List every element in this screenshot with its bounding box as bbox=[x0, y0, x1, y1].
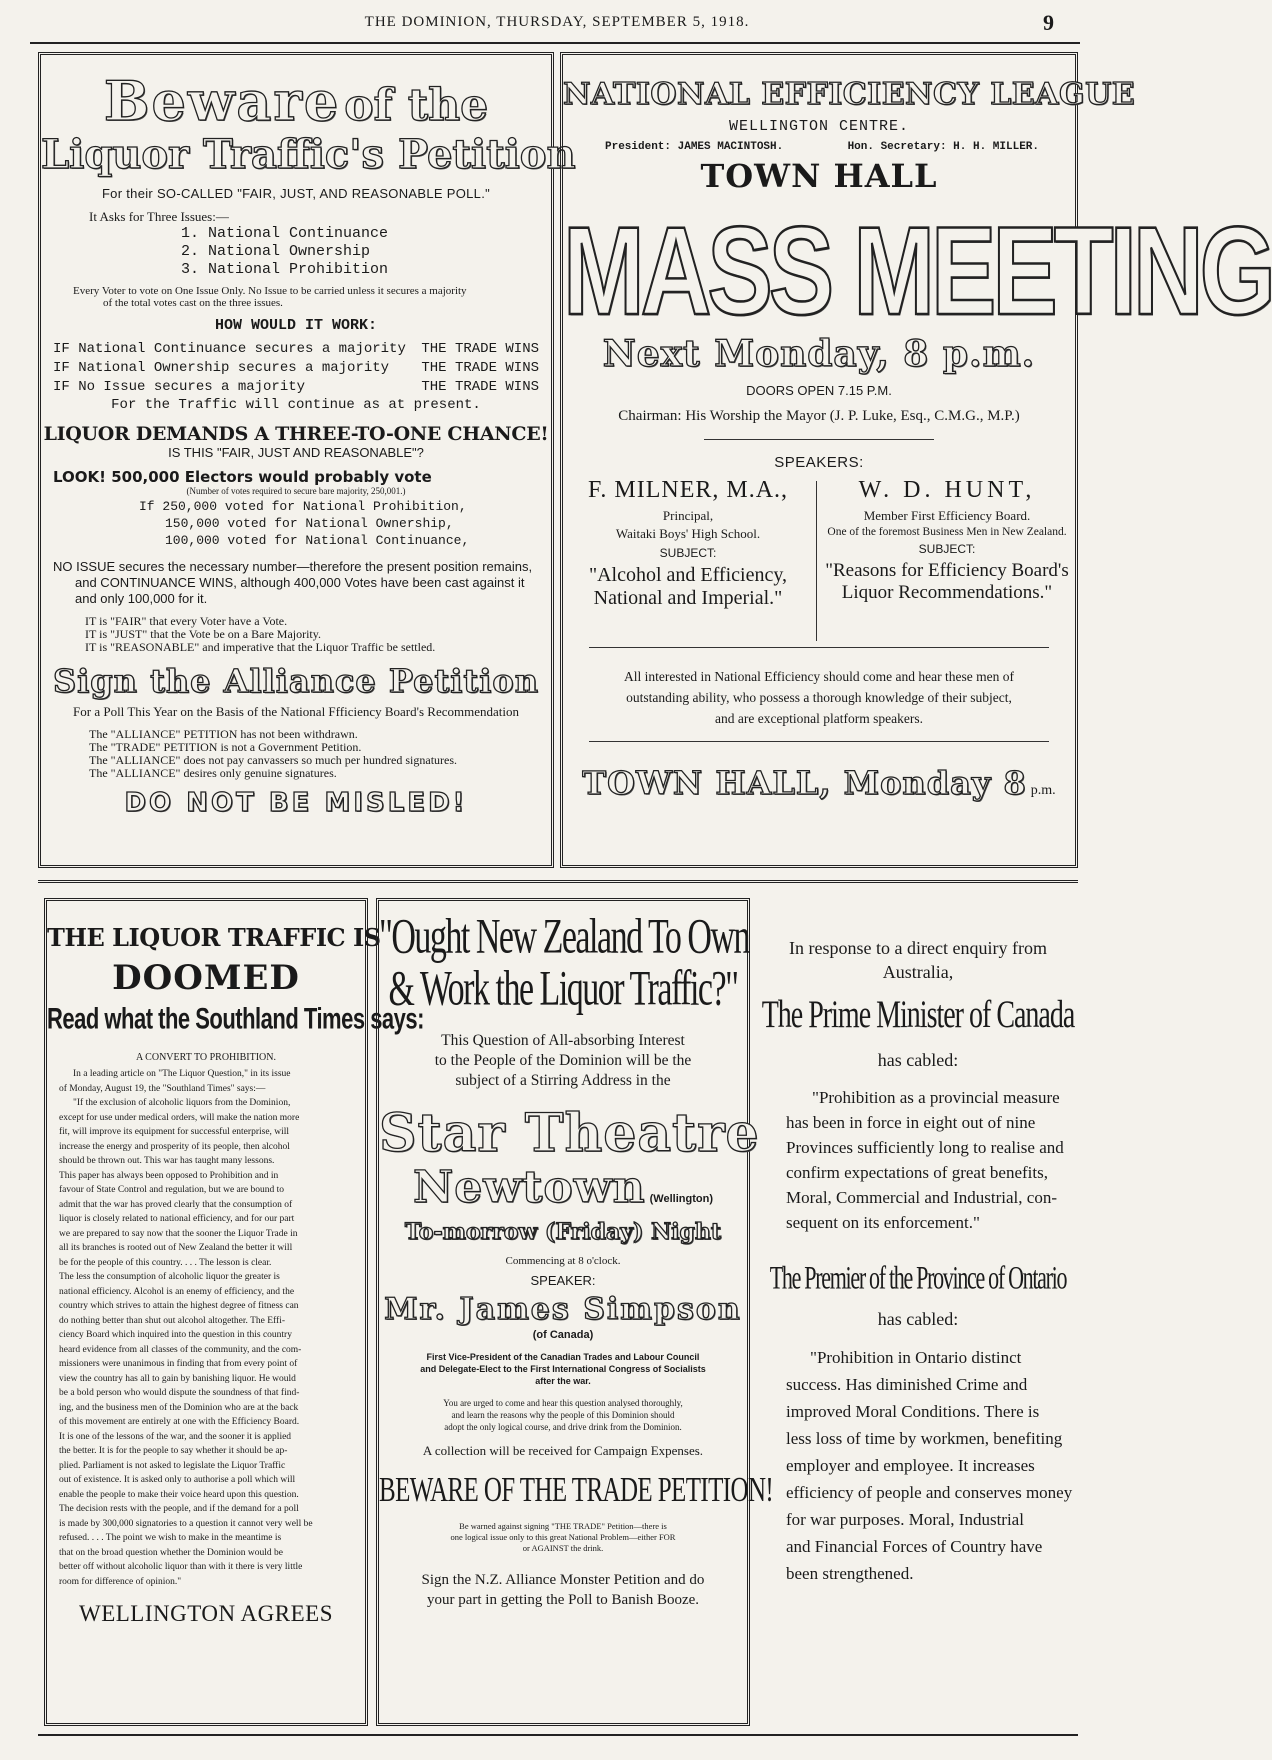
ad4-of-canada: (of Canada) bbox=[532, 1329, 594, 1341]
ad-national-efficiency bbox=[560, 52, 1272, 868]
ad4-collection: A collection will be received for Campaign Expenses. bbox=[422, 1443, 704, 1458]
ad4-warn-1: Be warned against signing "THE TRADE" Petition—there is bbox=[459, 1521, 667, 1531]
ad2-speaker2-subject-label: SUBJECT: bbox=[918, 542, 976, 556]
ad4-star-theatre: Star Theatre bbox=[379, 1103, 760, 1164]
ad4-newtown-wrap bbox=[379, 1162, 747, 1213]
ad2-speaker2-org: One of the foremost Business Men in New Zealand. bbox=[827, 526, 1067, 538]
ad3-body-line: do nothing better than shut out alcohol altogether. The Effi- bbox=[59, 1315, 286, 1326]
section-rule bbox=[38, 880, 1078, 883]
ad4-sign bbox=[379, 1570, 747, 1610]
ad1-row-right: THE TRADE WINS bbox=[421, 379, 539, 395]
ad5-quote1-line: has been in force in eight out of nine bbox=[786, 1113, 1036, 1132]
ad4-vp bbox=[379, 1351, 747, 1387]
ad3-read-what-wrap bbox=[47, 1001, 424, 1036]
ad1-title-line2: Liquor Traffic's Petition bbox=[41, 131, 576, 178]
ad3-body-line: of Monday, August 19, the "Southland Times" says:— bbox=[59, 1083, 266, 1094]
ad-canada-ontario bbox=[758, 898, 1078, 1726]
ad2-speaker1-subject-1: "Alcohol and Efficiency, bbox=[588, 564, 788, 586]
ad3-body-line: be for the people of this country. . . . The lesson is clear. bbox=[59, 1257, 272, 1268]
ad1-no-issue-2: and CONTINUANCE WINS, although 400,000 Votes have been cast against it bbox=[75, 575, 525, 590]
ad4-warn-3: or AGAINST the drink. bbox=[522, 1543, 604, 1553]
ad4-speaker: Mr. James Simpson bbox=[384, 1292, 742, 1327]
ad5-intro-1: In response to a direct enquiry from bbox=[789, 938, 1047, 958]
ad4-intro-2: to the People of the Dominion will be the bbox=[434, 1052, 692, 1069]
header-rule bbox=[30, 42, 1080, 44]
ad3-body-line: The less the consumption of alcoholic liquor the greater is bbox=[59, 1272, 280, 1282]
ad1-if-line: 150,000 voted for National Ownership, bbox=[165, 516, 454, 531]
ad2-footer-text: TOWN HALL, Monday 8 bbox=[582, 764, 1027, 802]
ad3-body-line: enable the people to make their voice heard upon this question. bbox=[59, 1489, 299, 1500]
ad3-body-line: favour of State Control and regulation, but we are bound to bbox=[59, 1185, 285, 1195]
page-number: 9 bbox=[1043, 10, 1054, 35]
ad4-intro bbox=[379, 1031, 747, 1091]
ad3-body-line: be a bold person who would dispute the soundness of that find- bbox=[59, 1388, 300, 1398]
masthead: THE DOMINION, THURSDAY, SEPTEMBER 5, 1918. bbox=[364, 14, 750, 30]
ad4-speaker-label: SPEAKER: bbox=[530, 1273, 596, 1288]
ad3-body-line: This paper has always been opposed to Prohibition and in bbox=[59, 1170, 279, 1181]
ad2-speaker1-org: Waitaki Boys' High School. bbox=[615, 526, 761, 541]
ad2-officers bbox=[563, 135, 1075, 153]
ad2-footer bbox=[563, 764, 1075, 802]
ad1-fact: The "ALLIANCE" PETITION has not been withdrawn. bbox=[89, 727, 358, 741]
ad5-quote2 bbox=[786, 1344, 1078, 1587]
ad-beware-petition bbox=[38, 52, 576, 868]
ad1-asks: It Asks for Three Issues:— bbox=[89, 209, 229, 224]
ad2-mass-meeting-wrap bbox=[563, 199, 1272, 342]
ad4-invite bbox=[379, 1397, 747, 1433]
ad2-all-interested-1: All interested in National Efficiency should come and hear these men of bbox=[624, 669, 1014, 684]
ad4-wellington: (Wellington) bbox=[649, 1193, 713, 1205]
ad3-body-line: the better. It is for the people to say whether it should be ap- bbox=[59, 1446, 288, 1456]
ad1-no-issue-3: and only 100,000 for it. bbox=[75, 591, 208, 606]
ad1-title-line1 bbox=[41, 69, 551, 133]
ad1-row bbox=[41, 378, 551, 397]
ad1-row-right: THE TRADE WINS bbox=[421, 341, 539, 357]
ad3-body-line: plied. Parliament is not asked to legislate the Liquor Traffic bbox=[59, 1460, 286, 1471]
ad5-has-cabled-2: has cabled: bbox=[877, 1309, 959, 1329]
ad2-speaker1-subject-2: National and Imperial." bbox=[593, 587, 783, 609]
bottom-rule bbox=[38, 1734, 1078, 1736]
ad1-issue-1: 1. National Continuance bbox=[181, 225, 389, 242]
ad1-facts bbox=[89, 728, 551, 780]
ad3-body-line: except for use under medical orders, will make the nation more bbox=[59, 1112, 300, 1123]
ad4-commencing: Commencing at 8 o'clock. bbox=[505, 1255, 621, 1267]
ad4-beware: BEWARE OF THE TRADE PETITION! bbox=[379, 1471, 774, 1510]
ad1-look: LOOK! 500,000 Electors would probably vote bbox=[53, 468, 432, 486]
ad2-centre: WELLINGTON CENTRE. bbox=[728, 118, 910, 135]
ad3-body-line: heard evidence from all classes of the community, and the com- bbox=[59, 1344, 302, 1355]
ad2-all-interested-2: outstanding ability, who possess a thorough knowledge of their subject, bbox=[626, 690, 1012, 705]
ad2-rule bbox=[589, 741, 1049, 742]
ad4-invite-1: You are urged to come and hear this question analysed thoroughly, bbox=[443, 1398, 683, 1408]
ad2-speakers: SPEAKERS: bbox=[774, 454, 864, 471]
ad3-read-what: Read what the Southland Times says: bbox=[47, 1001, 424, 1036]
ad5-ontario-wrap bbox=[758, 1258, 1078, 1296]
ad5-quote2-line: for war purposes. Moral, Industrial bbox=[786, 1510, 1024, 1529]
ad1-if-lines bbox=[139, 498, 551, 549]
ad1-how-rows bbox=[41, 340, 551, 397]
ad4-beware-wrap bbox=[379, 1471, 774, 1510]
ad2-speaker2-subject-1: "Reasons for Efficiency Board's bbox=[825, 560, 1069, 581]
ad4-invite-2: and learn the reasons why the people of this Dominion should bbox=[451, 1410, 675, 1420]
ad3-wellington-agrees: WELLINGTON AGREES bbox=[78, 1601, 334, 1626]
ad3-title-2: DOOMED bbox=[112, 958, 300, 998]
ad3-body-line: room for difference of opinion." bbox=[59, 1576, 182, 1587]
ad1-if-line: 100,000 voted for National Continuance, bbox=[165, 533, 470, 548]
ad4-title-2: & Work the Liquor Traffic?" bbox=[388, 962, 738, 1017]
ad3-body-line: that on the broad question whether the Dominion would be bbox=[59, 1547, 283, 1558]
ad1-subtitle: For their SO-CALLED "FAIR, JUST, AND REASONABLE POLL." bbox=[101, 186, 491, 201]
ad1-every-voter-2: of the total votes cast on the three issues. bbox=[103, 297, 283, 309]
ad5-quote2-line: and Financial Forces of Country have bbox=[786, 1537, 1043, 1556]
ad1-every-voter-1: Every Voter to vote on One Issue Only. No Issue to be carried unless it secures a majority bbox=[73, 285, 467, 297]
ad5-intro-2: Australia, bbox=[882, 962, 954, 982]
ad2-speaker2 bbox=[819, 477, 1075, 604]
ad3-body-line: all its branches is rooted out of New Zealand the better it will bbox=[59, 1243, 293, 1253]
ad3-title-1: THE LIQUOR TRAFFIC IS bbox=[47, 923, 381, 952]
ad2-chairman: Chairman: His Worship the Mayor (J. P. Luke, Esq., C.M.G., M.P.) bbox=[618, 408, 1020, 424]
ad3-body-line: better off without alcoholic liquor than with it there is very little bbox=[59, 1562, 303, 1572]
ad2-speaker1-subject-label: SUBJECT: bbox=[659, 546, 717, 560]
ad3-body-line: should be thrown out. This war has taught many lessons. bbox=[59, 1156, 275, 1166]
ad3-body-line: increase the energy and prosperity of its people, then alcohol bbox=[59, 1141, 290, 1152]
ad1-is-this: IS THIS "FAIR, JUST AND REASONABLE"? bbox=[168, 445, 424, 460]
ad4-title-2-wrap bbox=[379, 962, 747, 1017]
ad5-has-cabled-1: has cabled: bbox=[877, 1050, 959, 1070]
ad3-body-line: In a leading article on "The Liquor Question," in its issue bbox=[73, 1069, 291, 1079]
ad1-traffic-continue: For the Traffic will continue as at present. bbox=[111, 397, 481, 413]
ad1-no-issue-1: NO ISSUE secures the necessary number—therefore the present position remains, bbox=[53, 559, 533, 574]
ad1-no-issue bbox=[53, 559, 551, 607]
ad1-issue-2: 2. National Ownership bbox=[181, 243, 371, 260]
ad5-quote2-line: "Prohibition in Ontario distinct bbox=[810, 1348, 1022, 1367]
ad3-body-line: fit, will improve its equipment for successful enterprise, will bbox=[59, 1127, 290, 1137]
ad3-body-line: of this movement are entirely at one with the Efficiency Board. bbox=[59, 1417, 300, 1427]
ad4-warn bbox=[379, 1521, 747, 1554]
ad3-body-line: we are prepared to say now that the sooner the Liquor Trade in bbox=[59, 1228, 298, 1239]
ad1-it-is bbox=[85, 615, 551, 654]
ad3-body-line: ing, and the business men of the Dominion who are at the back bbox=[59, 1402, 299, 1413]
ad5-quote2-line: been strengthened. bbox=[786, 1564, 914, 1583]
ad1-how: HOW WOULD IT WORK: bbox=[214, 317, 378, 334]
ad2-next-monday: Next Monday, 8 p.m. bbox=[602, 333, 1036, 375]
ad1-row-left: IF National Ownership secures a majority bbox=[53, 360, 390, 376]
ad1-poll: For a Poll This Year on the Basis of the National Ffficiency Board's Recommendation bbox=[73, 704, 519, 719]
ad-liquor-doomed bbox=[44, 898, 424, 1726]
ad3-body-line: out of existence. It is asked only to authorise a poll which will bbox=[59, 1475, 296, 1485]
ad2-speaker1-role: Principal, bbox=[662, 508, 714, 523]
ad2-speaker1 bbox=[563, 477, 813, 610]
ad5-quote1 bbox=[786, 1085, 1078, 1235]
ad5-intro bbox=[758, 936, 1078, 984]
page-header bbox=[0, 0, 1114, 44]
ad2-mass-meeting: MASS MEETING bbox=[563, 200, 1272, 342]
ad1-demands: LIQUOR DEMANDS A THREE-TO-ONE CHANCE! bbox=[43, 423, 549, 445]
ad1-row bbox=[41, 340, 551, 359]
ad2-speakers-divider bbox=[816, 481, 817, 641]
ad3-body-line: country which strives to attain the highest degree of fitness can bbox=[59, 1301, 299, 1311]
ad1-row-right: THE TRADE WINS bbox=[421, 360, 539, 376]
ad5-quote2-line: improved Moral Conditions. There is bbox=[786, 1402, 1040, 1421]
ad3-body-line: ciency Board which inquired into the question in this country bbox=[59, 1330, 292, 1340]
ad3-body bbox=[59, 1067, 355, 1589]
ad5-quote2-line: employer and employee. It increases bbox=[786, 1456, 1035, 1475]
ad4-title-1: "Ought New Zealand To Own bbox=[379, 910, 749, 965]
ad1-row-left: IF National Continuance secures a majority bbox=[53, 341, 406, 357]
ad4-sign-2: your part in getting the Poll to Banish Booze. bbox=[426, 1592, 700, 1608]
ad-ought-new-zealand bbox=[376, 898, 774, 1726]
ad5-quote2-line: success. Has diminished Crime and bbox=[786, 1375, 1028, 1394]
ad2-secretary: Hon. Secretary: H. H. MILLER. bbox=[847, 141, 1039, 153]
ad2-doors: DOORS OPEN 7.15 P.M. bbox=[746, 383, 892, 398]
ad4-vp-1: First Vice-President of the Canadian Trades and Labour Council bbox=[426, 1352, 700, 1362]
ad5-quote1-line: confirm expectations of great benefits, bbox=[786, 1163, 1048, 1182]
ad4-invite-3: adopt the only logical course, and drive drink from the Dominion. bbox=[444, 1422, 682, 1432]
ad5-canada-wrap bbox=[758, 993, 1078, 1037]
ad2-town-hall: TOWN HALL bbox=[700, 157, 938, 195]
ad1-fact: The "ALLIANCE" desires only genuine signatures. bbox=[89, 766, 337, 780]
ad1-do-not-be-misled: DO NOT BE MISLED! bbox=[124, 788, 468, 818]
ad5-quote2-line: efficiency of people and conserves money bbox=[786, 1483, 1073, 1502]
ad4-warn-2: one logical issue only to this great National Problem—either FOR bbox=[450, 1532, 676, 1542]
ad1-sign-alliance: Sign the Alliance Petition bbox=[53, 662, 539, 700]
ad4-intro-1: This Question of All-absorbing Interest bbox=[441, 1032, 685, 1049]
ad1-it-is-line: IT is "REASONABLE" and imperative that the Liquor Traffic be settled. bbox=[85, 640, 436, 654]
ad1-row bbox=[41, 359, 551, 378]
ad1-issue-3: 3. National Prohibition bbox=[181, 261, 389, 278]
ad4-newtown: Newtown bbox=[413, 1162, 646, 1213]
ad3-body-line: view the country has all to gain by banishing liquor. He would bbox=[59, 1373, 296, 1384]
ad5-quote1-line: "Prohibition as a provincial measure bbox=[812, 1088, 1060, 1107]
ad4-sign-1: Sign the N.Z. Alliance Monster Petition and do bbox=[421, 1572, 705, 1588]
ad3-body-line: admit that the war has proved clearly that the consumption of bbox=[59, 1199, 293, 1210]
ad2-rule bbox=[704, 439, 934, 440]
ad5-ontario: The Premier of the Province of Ontario bbox=[769, 1258, 1067, 1296]
ad3-body-line: It is one of the lessons of the war, and the sooner it is applied bbox=[59, 1431, 292, 1442]
ad3-body-line: "If the exclusion of alcoholic liquors from the Dominion, bbox=[73, 1098, 291, 1108]
ad4-vp-3: after the war. bbox=[535, 1376, 591, 1386]
ad3-body-line: is made by 300,000 signatories to a question it cannot very well be bbox=[59, 1518, 313, 1529]
ad2-speaker1-name: F. MILNER, M.A., bbox=[587, 477, 789, 503]
ad1-look-note: (Number of votes required to secure bare majority, 250,001.) bbox=[186, 486, 406, 496]
ad1-it-is-line: IT is "JUST" that the Vote be on a Bare Majority. bbox=[85, 627, 321, 641]
ad5-quote1-line: sequent on its enforcement." bbox=[786, 1213, 980, 1232]
ad1-if-line: If 250,000 voted for National Prohibition, bbox=[139, 499, 467, 514]
ad2-all-interested bbox=[563, 666, 1075, 729]
ad4-title-1-wrap bbox=[379, 910, 749, 965]
ad4-intro-3: subject of a Stirring Address in the bbox=[455, 1072, 671, 1089]
ad5-canada: The Prime Minister of Canada bbox=[761, 993, 1075, 1037]
ad3-body-line: refused. . . . The point we wish to make in the meantime is bbox=[59, 1533, 282, 1543]
ad2-speaker2-name: W. D. HUNT, bbox=[858, 477, 1036, 503]
ad3-convert: A CONVERT TO PROHIBITION. bbox=[136, 1052, 276, 1063]
ad4-tomorrow: To-morrow (Friday) Night bbox=[404, 1219, 722, 1245]
ad5-quote1-line: Provinces sufficiently long to realise and bbox=[786, 1138, 1064, 1157]
ad3-body-line: national efficiency. Alcohol is an enemy of efficiency, and the bbox=[59, 1286, 295, 1297]
ad2-speaker2-subject-2: Liquor Recommendations." bbox=[841, 582, 1053, 603]
ad5-quote1-line: Moral, Commercial and Industrial, con- bbox=[786, 1188, 1057, 1207]
ad1-row-left: IF No Issue secures a majority bbox=[53, 379, 306, 395]
ad1-title-of-the: of the bbox=[344, 80, 489, 131]
ad5-quote2-line: less loss of time by workmen, benefiting bbox=[786, 1429, 1063, 1448]
ad3-body-line: liquor is closely related to national efficiency, and for our part bbox=[59, 1214, 295, 1224]
ad3-body-line: missioners were unanimous in finding that from every point of bbox=[59, 1359, 298, 1369]
ad2-all-interested-3: and are exceptional platform speakers. bbox=[714, 711, 924, 726]
ad2-league: NATIONAL EFFICIENCY LEAGUE bbox=[563, 77, 1136, 112]
ad2-footer-pm: p.m. bbox=[1030, 783, 1056, 798]
ad1-title-beware: Beware bbox=[103, 69, 341, 133]
ad1-fact: The "ALLIANCE" does not pay canvassers so much per hundred signatures. bbox=[89, 753, 458, 767]
ad4-vp-2: and Delegate-Elect to the First International Congress of Socialists bbox=[420, 1364, 706, 1374]
ad2-rule bbox=[589, 647, 1049, 648]
ad2-speakers-block bbox=[563, 477, 1075, 647]
ad2-president: President: JAMES MACINTOSH. bbox=[605, 141, 784, 153]
ad1-fact: The "TRADE" PETITION is not a Government Petition. bbox=[89, 740, 362, 754]
ad3-body-line: The decision rests with the people, and if the demand for a poll bbox=[59, 1504, 299, 1514]
ad1-it-is-line: IT is "FAIR" that every Voter have a Vote. bbox=[85, 614, 288, 628]
ad2-speaker2-role: Member First Efficiency Board. bbox=[863, 508, 1031, 523]
